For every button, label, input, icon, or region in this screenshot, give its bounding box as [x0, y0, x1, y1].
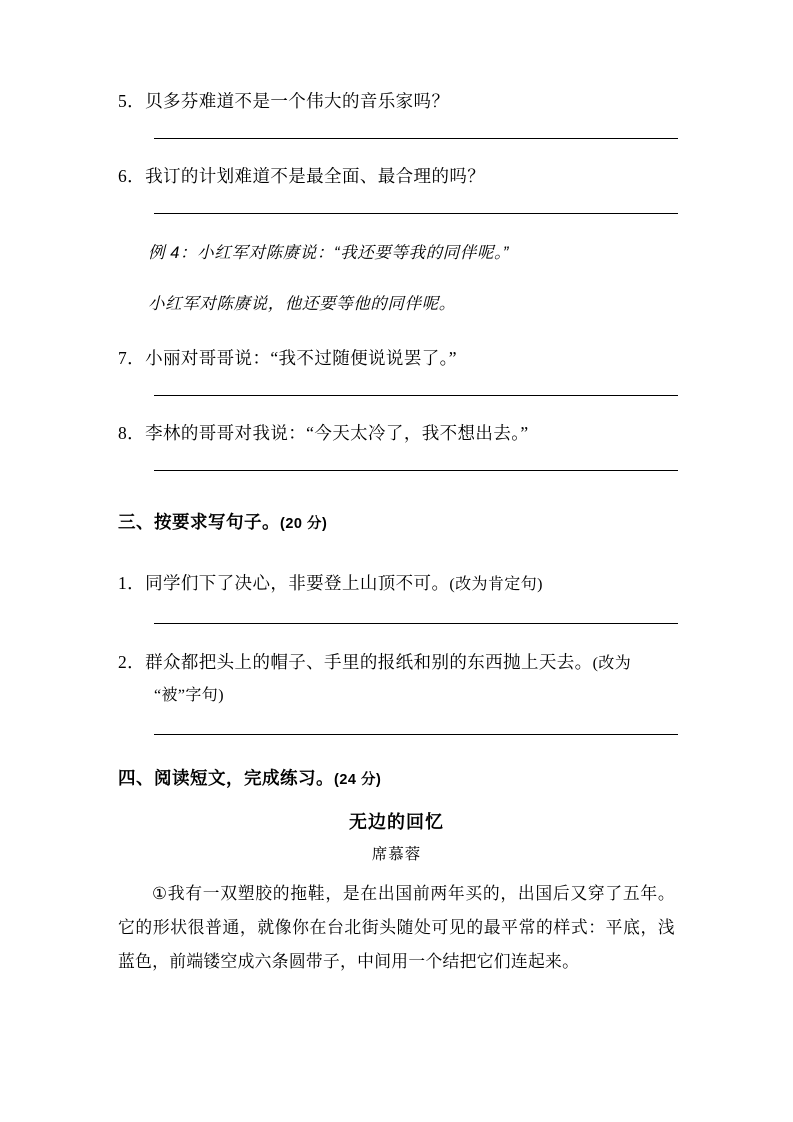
example-label: 例 4： [148, 244, 198, 262]
section-three-points: (20 分) [280, 516, 328, 532]
question-item-7 [118, 343, 675, 373]
question-5-number: 5． [118, 91, 146, 111]
article-author: 席慕蓉 [371, 845, 422, 863]
spacer-before-section-three [118, 493, 675, 507]
section-three-item-2-number: 2． [118, 651, 146, 672]
section-three-item-2-hint: (改为 [592, 654, 632, 672]
question-7-text: 小丽对哥哥说：“我不过随便说说罢了。” [145, 348, 457, 368]
answer-line-5[interactable] [154, 138, 678, 139]
section-three-item-1-hint: (改为肯定句) [449, 575, 543, 593]
answer-line-7[interactable] [154, 395, 678, 396]
section-three-item-1-number: 1． [118, 572, 146, 593]
answer-line-6[interactable] [154, 213, 678, 214]
section-three-item-2-text: 群众都把头上的帽子、手里的报纸和别的东西抛上天去。 [145, 651, 593, 672]
spacer-after-section-four-heading [118, 795, 675, 805]
section-three-item-2 [118, 646, 675, 712]
question-item-5 [118, 86, 675, 116]
question-6-text: 我订的计划难道不是最全面、最合理的吗？ [145, 166, 486, 186]
top-spacer [118, 0, 675, 86]
section-four-title: 四、阅读短文，完成练习。 [118, 767, 334, 788]
section-three-heading [118, 507, 675, 539]
section-three-item-1 [118, 567, 675, 601]
example-block [148, 236, 675, 321]
question-item-6 [118, 161, 675, 191]
article-title: 无边的回忆 [349, 811, 444, 832]
answer-line-8[interactable] [154, 470, 678, 471]
example-answer-line: 小红军对陈赓说，他还要等他的同伴呢。 [148, 294, 456, 313]
example-prompt: 小红军对陈赓说：“我还要等我的同伴呢。” [197, 244, 509, 262]
question-7-number: 7． [118, 348, 146, 368]
article-paragraph-1: ①我有一双塑胶的拖鞋，是在出国前两年买的，出国后又穿了五年。它的形状很普通，就像你在台北街头随处可见的最平常的样式：平底，浅蓝色，前端镂空成六条圆带子，中间用一个结把它们连起来。 [118, 883, 675, 971]
question-8-number: 8． [118, 423, 146, 443]
spacer-after-section-three-heading [118, 539, 675, 549]
answer-line-section-three-2[interactable] [154, 734, 678, 735]
answer-line-section-three-1[interactable] [154, 623, 678, 624]
example-prompt-line [148, 236, 675, 270]
section-three-item-1-text: 同学们下了决心，非要登上山顶不可。 [145, 572, 450, 593]
question-6-number: 6． [118, 166, 146, 186]
section-three-title: 三、按要求写句子。 [118, 512, 280, 532]
section-four-points: (24 分) [334, 771, 382, 788]
question-item-8 [118, 418, 675, 448]
section-four-heading [118, 763, 675, 795]
section-three-item-2-hint-second: “被”字句) [154, 686, 224, 704]
question-8-text: 李林的哥哥对我说：“今天太冷了，我不想出去。” [145, 423, 529, 443]
question-5-text: 贝多芬难道不是一个伟大的音乐家吗？ [145, 91, 450, 111]
